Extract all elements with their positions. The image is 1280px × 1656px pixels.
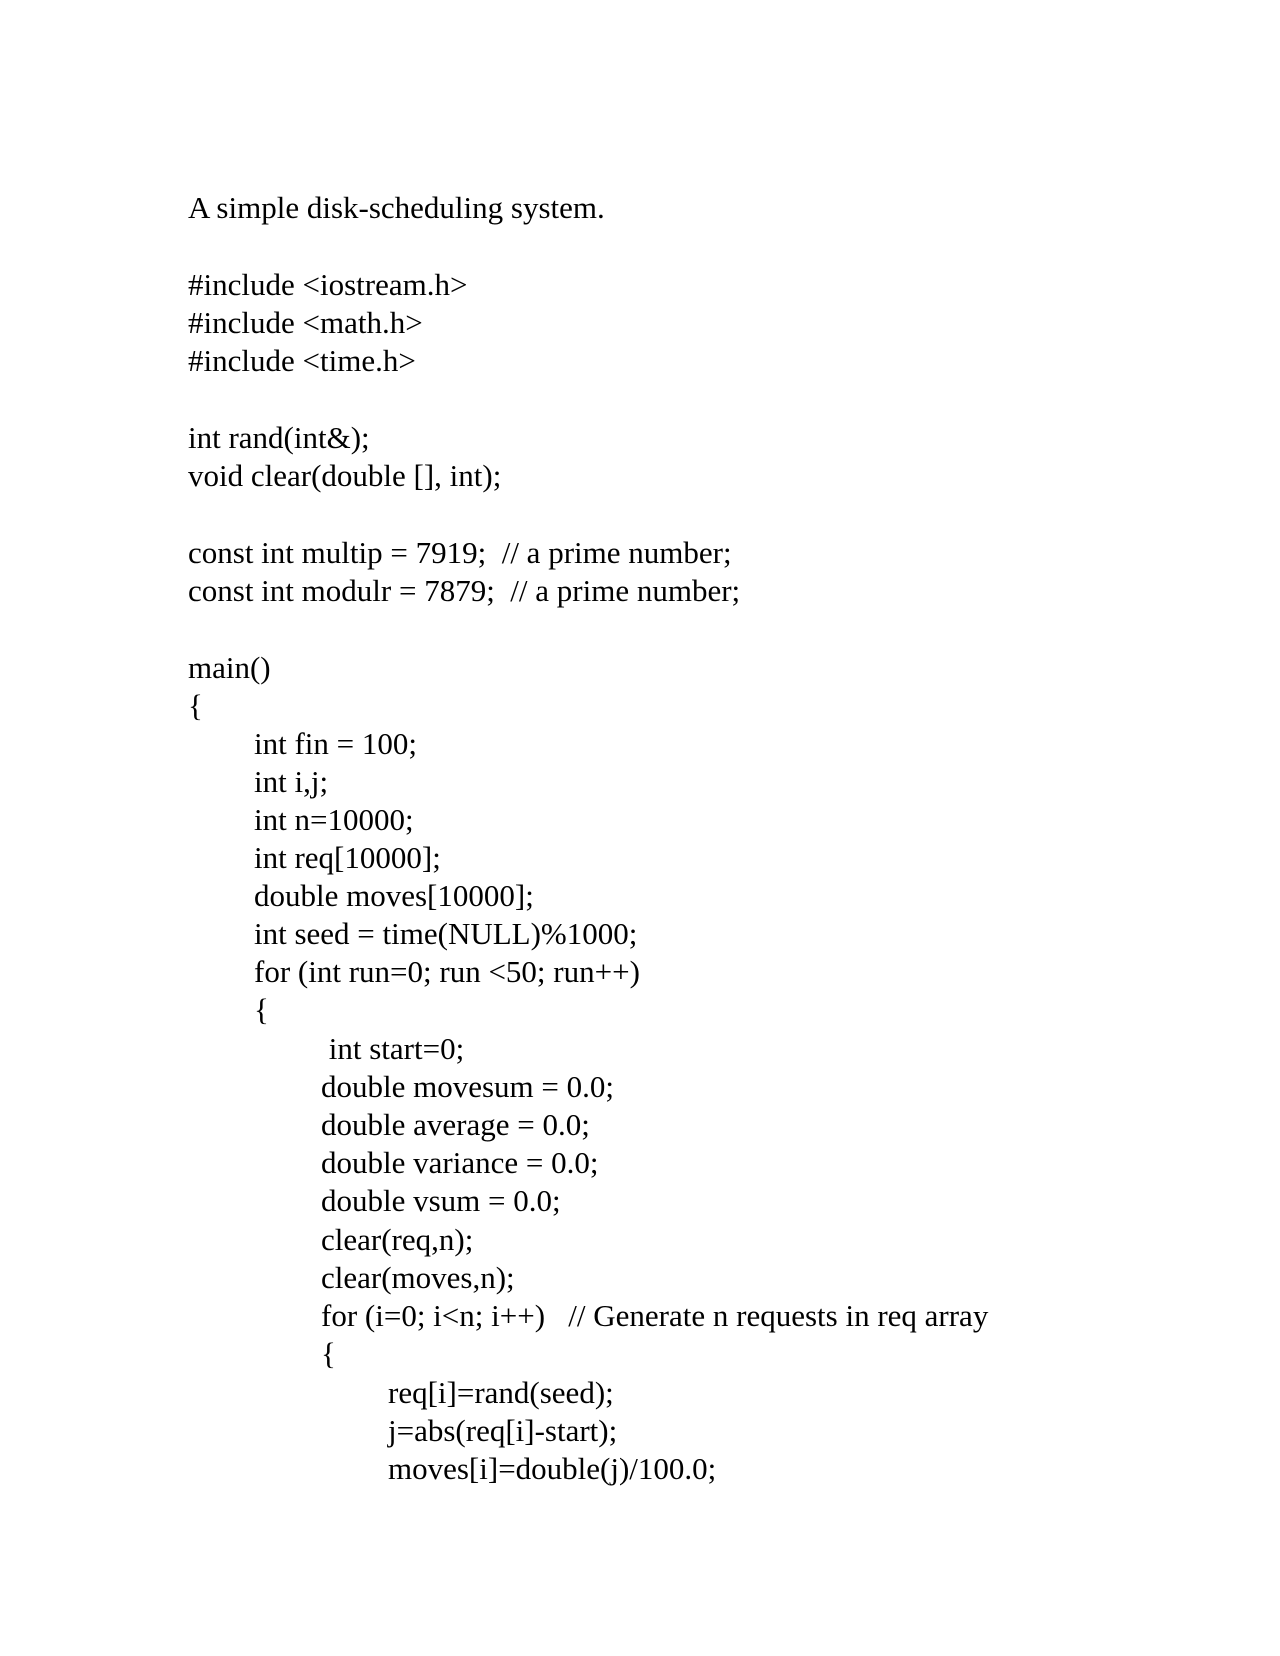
- const-multip: const int multip = 7919; // a prime number;: [188, 535, 732, 570]
- decl-n: int n=10000;: [254, 802, 414, 837]
- prototype-rand: int rand(int&);: [188, 420, 370, 455]
- const-modulr: const int modulr = 7879; // a prime number;: [188, 573, 741, 608]
- document-title: A simple disk-scheduling system.: [188, 190, 605, 225]
- decl-average: double average = 0.0;: [321, 1107, 590, 1142]
- decl-ij: int i,j;: [254, 764, 329, 799]
- for-run-open-brace: {: [254, 992, 269, 1027]
- decl-req: int req[10000];: [254, 840, 441, 875]
- decl-vsum: double vsum = 0.0;: [321, 1183, 561, 1218]
- call-clear-moves: clear(moves,n);: [321, 1260, 515, 1295]
- include-iostream: #include <iostream.h>: [188, 267, 468, 302]
- for-gen-open-brace: {: [321, 1336, 336, 1371]
- call-clear-req: clear(req,n);: [321, 1222, 474, 1257]
- decl-start: int start=0;: [321, 1031, 465, 1066]
- decl-fin: int fin = 100;: [254, 726, 418, 761]
- prototype-clear: void clear(double [], int);: [188, 458, 502, 493]
- include-math: #include <math.h>: [188, 305, 423, 340]
- stmt-j-abs: j=abs(req[i]-start);: [388, 1413, 618, 1448]
- decl-movesum: double movesum = 0.0;: [321, 1069, 615, 1104]
- stmt-moves-assign: moves[i]=double(j)/100.0;: [388, 1451, 717, 1486]
- for-gen-statement: for (i=0; i<n; i++) // Generate n requests in req array: [321, 1298, 989, 1333]
- for-run-statement: for (int run=0; run <50; run++): [254, 954, 640, 989]
- include-time: #include <time.h>: [188, 343, 416, 378]
- main-open-brace: {: [188, 688, 203, 723]
- decl-moves: double moves[10000];: [254, 878, 534, 913]
- stmt-req-rand: req[i]=rand(seed);: [388, 1375, 614, 1410]
- main-signature: main(): [188, 650, 271, 685]
- decl-variance: double variance = 0.0;: [321, 1145, 599, 1180]
- decl-seed: int seed = time(NULL)%1000;: [254, 916, 638, 951]
